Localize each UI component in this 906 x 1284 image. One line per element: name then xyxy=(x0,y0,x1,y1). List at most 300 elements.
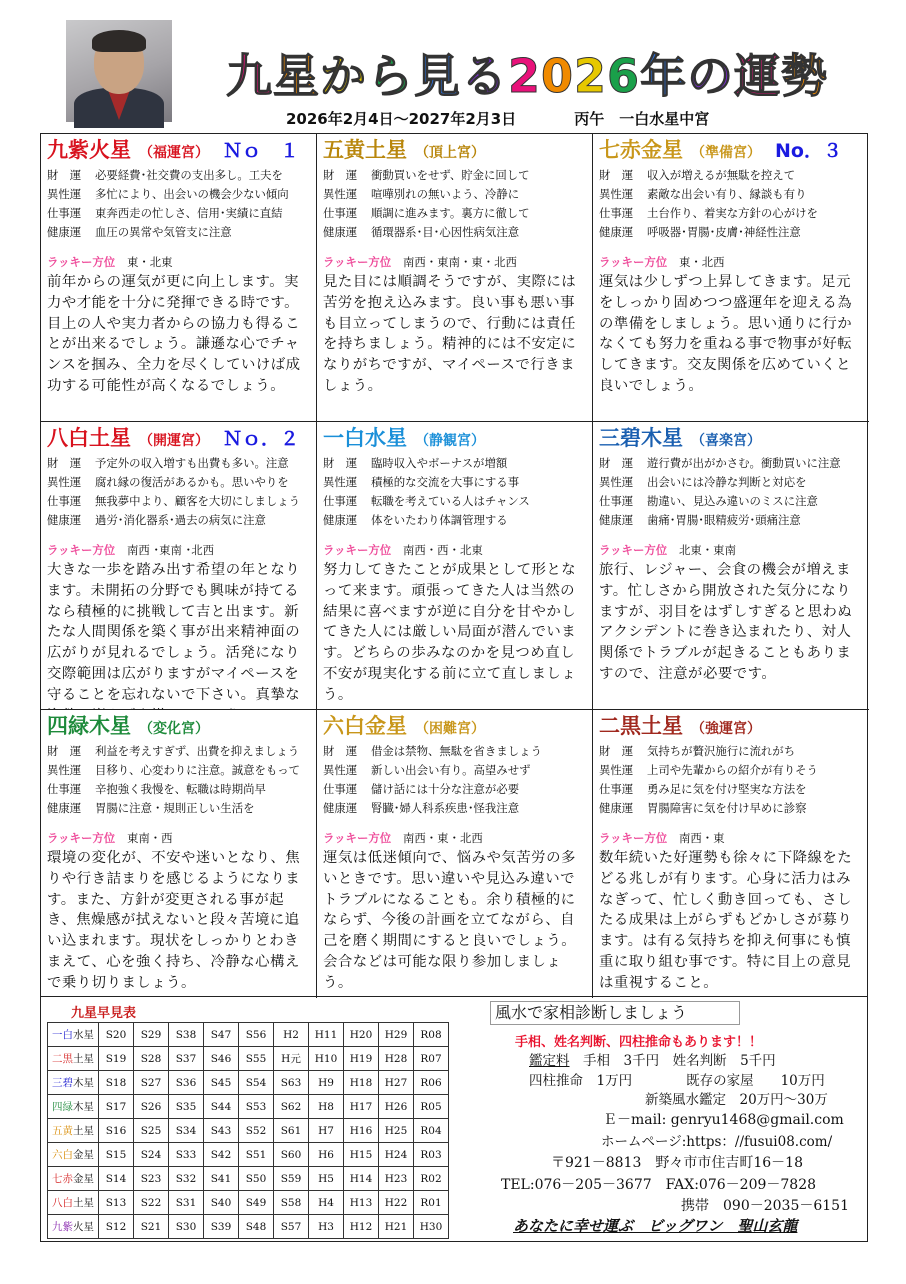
fortune-value: 循環器系･目･心因性病気注意 xyxy=(371,225,520,239)
hayami-cell: H18 xyxy=(344,1071,379,1095)
hayami-cell: H22 xyxy=(379,1191,414,1215)
fortune-label: 財 運 xyxy=(323,744,358,758)
star-cell xyxy=(593,422,869,710)
star-heading xyxy=(599,424,863,452)
hayami-cell: S22 xyxy=(134,1191,169,1215)
fortune-label: 健康運 xyxy=(323,513,358,527)
lucky-value: 南西・東・北西 xyxy=(403,831,483,845)
fortune-label: 異性運 xyxy=(47,187,82,201)
fortune-value: 衝動買いをせず、貯金に回して xyxy=(371,168,530,182)
star-palace: （静観宮） xyxy=(415,433,485,449)
lucky-value: 南西 ･東南 ･北西 xyxy=(127,543,214,557)
star-name: 九紫火星 xyxy=(47,138,131,162)
hayami-cell: H5 xyxy=(309,1167,344,1191)
fortune-romance xyxy=(323,473,586,492)
star-cell xyxy=(41,422,317,710)
hayami-cell: S19 xyxy=(99,1047,134,1071)
fortune-label: 仕事運 xyxy=(599,494,634,508)
hayami-cell: S61 xyxy=(274,1119,309,1143)
hayami-cell: H4 xyxy=(309,1191,344,1215)
hayami-cell: R07 xyxy=(414,1047,449,1071)
fortune-value: 多忙により、出会いの機会少ない傾向 xyxy=(95,187,289,201)
hayami-cell: H8 xyxy=(309,1095,344,1119)
hayami-row xyxy=(48,1047,449,1071)
fortune-value: 遊行費が出がかさむ。衝動買いに注意 xyxy=(647,456,841,470)
hayami-cell: S12 xyxy=(99,1215,134,1239)
fortune-label: 健康運 xyxy=(599,801,634,815)
lucky-value: 東・北西 xyxy=(679,255,725,269)
lower-section xyxy=(40,997,868,1242)
fortune-value: 素敵な出会い有り、縁談も有り xyxy=(647,187,807,201)
fortune-label: 仕事運 xyxy=(47,782,82,796)
star-cell xyxy=(41,134,317,422)
lucky-label: ラッキー方位 xyxy=(599,543,668,557)
hayami-cell: S59 xyxy=(274,1167,309,1191)
hayami-cell: S33 xyxy=(169,1143,204,1167)
homepage[interactable]: ホームページ:https：//fusui08.com/ xyxy=(601,1134,833,1150)
page-header xyxy=(0,0,906,135)
star-heading xyxy=(323,424,586,452)
star-cell xyxy=(593,134,869,422)
hayami-cell: S34 xyxy=(169,1119,204,1143)
hayami-row xyxy=(48,1167,449,1191)
fortune-value: 儲け話には十分な注意が必要 xyxy=(371,782,520,796)
hayami-cell: S15 xyxy=(99,1143,134,1167)
hayami-cell: S45 xyxy=(204,1071,239,1095)
star-cell xyxy=(41,710,317,998)
hayami-cell: H3 xyxy=(309,1215,344,1239)
hayami-cell: S40 xyxy=(204,1191,239,1215)
hayami-cell: S63 xyxy=(274,1071,309,1095)
lucky-direction xyxy=(323,828,586,848)
hayami-cell: H27 xyxy=(379,1071,414,1095)
hayami-cell: S50 xyxy=(239,1167,274,1191)
hayami-cell: R06 xyxy=(414,1071,449,1095)
hayami-cell: H14 xyxy=(344,1167,379,1191)
fortune-wealth xyxy=(599,454,863,473)
fortune-value: 歯痛･胃腸･眼精疲労･頭痛注意 xyxy=(647,513,801,527)
star-palace: （開運宮） xyxy=(139,433,209,449)
fortune-grid xyxy=(40,133,868,997)
fortune-label: 仕事運 xyxy=(323,782,358,796)
hayami-cell: S57 xyxy=(274,1215,309,1239)
fortune-value: 上司や先輩からの紹介が有りそう xyxy=(647,763,818,777)
fortune-wealth xyxy=(323,454,586,473)
lucky-value: 南西・東南・東・北西 xyxy=(403,255,517,269)
fortune-value: 無我夢中より、顧客を大切にしましょう xyxy=(95,494,301,508)
hayami-cell: S29 xyxy=(134,1023,169,1047)
hayami-cell: H2 xyxy=(274,1023,309,1047)
star-name: 三碧木星 xyxy=(599,426,683,450)
fortune-label: 健康運 xyxy=(47,225,82,239)
hayami-cell: S46 xyxy=(204,1047,239,1071)
lucky-direction xyxy=(47,252,310,272)
page-title: 九星から見る2026年の運勢 xyxy=(226,49,829,103)
fortune-value: 出会いには冷静な判断と対応を xyxy=(647,475,807,489)
fortune-value: 収入が増えるが無駄を控えて xyxy=(647,168,796,182)
hayami-cell: S41 xyxy=(204,1167,239,1191)
period-line xyxy=(286,108,709,129)
fortune-work xyxy=(323,780,586,799)
fortune-label: 仕事運 xyxy=(323,206,358,220)
hayami-row xyxy=(48,1119,449,1143)
star-heading xyxy=(599,712,863,740)
hayami-cell: S51 xyxy=(239,1143,274,1167)
hayami-star: 三碧木星 xyxy=(48,1071,99,1095)
star-palace: （準備宮） xyxy=(691,145,761,161)
fortune-label: 仕事運 xyxy=(47,206,82,220)
hayami-row xyxy=(48,1143,449,1167)
fortune-health xyxy=(47,799,310,818)
star-name: 五黄土星 xyxy=(323,138,407,162)
hayami-cell: S31 xyxy=(169,1191,204,1215)
fortune-wealth xyxy=(323,166,586,185)
fortune-label: 健康運 xyxy=(323,225,358,239)
hayami-row xyxy=(48,1191,449,1215)
fortune-text: 見た目には順調そうですが、実際には苦労を抱え込みます。良い事も悪い事も目立ってしまうので、行動には責任を持ちましょう。精神的には不安定になりがちですが、マイペースで行きましょう。 xyxy=(323,274,577,394)
hayami-cell: S18 xyxy=(99,1071,134,1095)
hayami-cell: S28 xyxy=(134,1047,169,1071)
star-name: 二黒土星 xyxy=(599,714,683,738)
fortune-wealth xyxy=(599,742,863,761)
fortune-wealth xyxy=(323,742,586,761)
fortune-label: 異性運 xyxy=(599,763,634,777)
fortune-label: 財 運 xyxy=(47,456,82,470)
star-cell xyxy=(317,134,593,422)
signature: あなたに幸せ運ぶ ビッグワン 聖山玄龍 xyxy=(513,1217,798,1235)
hayami-cell: H24 xyxy=(379,1143,414,1167)
hayami-cell: R05 xyxy=(414,1095,449,1119)
hayami-cell: S21 xyxy=(134,1215,169,1239)
lucky-label: ラッキー方位 xyxy=(47,543,116,557)
hayami-cell: S58 xyxy=(274,1191,309,1215)
fortune-text: 運気は少しずつ上昇してきます。足元をしっかり固めつつ盛運年を迎える為の準備をしましょう。思い通りに行かなくても努力を重ねる事で物事が好転してきます。交友関係を広めていくと良いでしょう。 xyxy=(599,274,853,394)
star-name: 六白金星 xyxy=(323,714,407,738)
hayami-row xyxy=(48,1023,449,1047)
hayami-cell: H30 xyxy=(414,1215,449,1239)
lucky-label: ラッキー方位 xyxy=(323,543,392,557)
hayami-cell: H10 xyxy=(309,1047,344,1071)
fortune-value: 気持ちが贅沢施行に流れがち xyxy=(647,744,796,758)
hayami-cell: S53 xyxy=(239,1095,274,1119)
fortune-value: 東奔西走の忙しさ、信用･実績に直結 xyxy=(95,206,283,220)
fortune-value: 借金は禁物、無駄を省きましょう xyxy=(371,744,542,758)
hayami-cell: S38 xyxy=(169,1023,204,1047)
fortune-romance xyxy=(599,473,863,492)
fee-line-1: 鑑定料 手相 3千円 姓名判断 5千円 xyxy=(529,1053,776,1069)
fortune-work xyxy=(323,492,586,511)
fortune-label: 財 運 xyxy=(323,456,358,470)
author-photo xyxy=(66,20,172,122)
hayami-cell: S26 xyxy=(134,1095,169,1119)
fortune-label: 健康運 xyxy=(47,801,82,815)
hayami-star: 六白金星 xyxy=(48,1143,99,1167)
star-heading xyxy=(323,712,586,740)
fortune-label: 仕事運 xyxy=(599,206,634,220)
hayami-cell: S32 xyxy=(169,1167,204,1191)
fortune-romance xyxy=(599,761,863,780)
hayami-cell: H28 xyxy=(379,1047,414,1071)
hayami-cell: S55 xyxy=(239,1047,274,1071)
fortune-value: 目移り、心変わりに注意。誠意をもって xyxy=(95,763,301,777)
hayami-cell: S39 xyxy=(204,1215,239,1239)
hayami-cell: H12 xyxy=(344,1215,379,1239)
hayami-cell: S16 xyxy=(99,1119,134,1143)
star-cell xyxy=(317,422,593,710)
fortune-value: 辛抱強く我慢を、転職は時期尚早 xyxy=(95,782,266,796)
lucky-value: 南西・西・北東 xyxy=(403,543,483,557)
year-info: 丙午 一白水星中宮 xyxy=(574,110,710,128)
star-heading xyxy=(599,136,863,164)
star-palace: （変化宮） xyxy=(139,721,209,737)
fortune-health xyxy=(599,511,863,530)
fortune-wealth xyxy=(47,742,310,761)
lucky-value: 南西・東 xyxy=(679,831,725,845)
hayami-cell: S47 xyxy=(204,1023,239,1047)
fortune-label: 財 運 xyxy=(47,168,82,182)
hayami-cell: S48 xyxy=(239,1215,274,1239)
services-note: 手相、姓名判断、四柱推命もあります！！ xyxy=(515,1035,763,1050)
fortune-value: 予定外の収入増すも出費も多い。注意 xyxy=(95,456,289,470)
lucky-direction xyxy=(599,828,863,848)
fortune-text: 運気は低迷傾向で、悩みや気苦労の多いときです。思い違いや見込み違いでトラブルになることも。余り積極的にならず、今後の計画を立てながら、自己を磨く期間にすると良いでしょう。会合などは可能な限り参加しましょう。 xyxy=(323,850,577,991)
hayami-row xyxy=(48,1215,449,1239)
fortune-work xyxy=(47,492,310,511)
star-rank: Ｎｏ １ xyxy=(223,140,300,162)
hayami-cell: H15 xyxy=(344,1143,379,1167)
lucky-label: ラッキー方位 xyxy=(47,255,116,269)
hayami-cell: S44 xyxy=(204,1095,239,1119)
fortune-value: 新しい出会い有り。高望みせず xyxy=(371,763,531,777)
hayami-cell: H13 xyxy=(344,1191,379,1215)
hayami-cell: H9 xyxy=(309,1071,344,1095)
fortune-label: 健康運 xyxy=(323,801,358,815)
lucky-label: ラッキー方位 xyxy=(599,255,668,269)
star-name: 八白土星 xyxy=(47,426,131,450)
fee-label: 鑑定料 xyxy=(529,1053,570,1069)
star-cell xyxy=(317,710,593,998)
fortune-romance xyxy=(47,761,310,780)
star-rank: No．３ xyxy=(775,140,842,162)
lucky-direction xyxy=(599,252,863,272)
hayami-cell: S62 xyxy=(274,1095,309,1119)
fortune-label: 異性運 xyxy=(599,475,634,489)
star-heading xyxy=(323,136,586,164)
hayami-cell: H25 xyxy=(379,1119,414,1143)
hayami-cell: H23 xyxy=(379,1167,414,1191)
star-palace: （強運宮） xyxy=(691,721,761,737)
hayami-cell: H元 xyxy=(274,1047,309,1071)
star-heading xyxy=(47,136,310,164)
lucky-label: ラッキー方位 xyxy=(323,255,392,269)
fortune-text: 大きな一歩を踏み出す希望の年となります。未開拓の分野でも興味が持てるなら積極的に挑戦して吉と出ます。新たな人間関係を築く事が出来精神面の広がりが見れるでしょう。活発になり交際範囲は広がりますがマイペースを守ることを忘れないで下さい。真摯な xyxy=(47,562,301,703)
fortune-value: 積極的な交流を大事にする事 xyxy=(371,475,520,489)
hayami-star: 七赤金星 xyxy=(48,1167,99,1191)
star-palace: （困難宮） xyxy=(415,721,485,737)
hayami-cell: S60 xyxy=(274,1143,309,1167)
hayami-cell: H6 xyxy=(309,1143,344,1167)
hayami-cell: S54 xyxy=(239,1071,274,1095)
star-rank: Ｎｏ．２ xyxy=(223,428,300,450)
hayami-row xyxy=(48,1071,449,1095)
fortune-value: 体をいたわり体調管理する xyxy=(371,513,508,527)
fortune-value: 順調に進みます。裏方に徹して xyxy=(371,206,530,220)
fortune-value: 喧嘩別れの無いよう、冷静に xyxy=(371,187,520,201)
fortune-label: 財 運 xyxy=(599,456,634,470)
fortune-wealth xyxy=(599,166,863,185)
fortune-text: 数年続いた好運勢も徐々に下降線をたどる兆しが有ります。心身に活力はみなぎって、忙しく動き回っても、さしたる成果は上がらずもどかしさが募ります。は有る気持ちを抑え何事にも慎重に取り組む事です。特に目上の意見は重視すること。 xyxy=(599,850,853,991)
fortune-value: 胃腸に注意・規則正しい生活を xyxy=(95,801,255,815)
fortune-wealth xyxy=(47,166,310,185)
star-palace: （頂上宮） xyxy=(415,145,485,161)
fortune-health xyxy=(47,511,310,530)
fortune-label: 財 運 xyxy=(323,168,358,182)
fortune-label: 仕事運 xyxy=(323,494,358,508)
fortune-health xyxy=(323,223,586,242)
lucky-direction xyxy=(47,828,310,848)
fortune-health xyxy=(323,799,586,818)
hayami-cell: S23 xyxy=(134,1167,169,1191)
fortune-label: 異性運 xyxy=(323,763,358,777)
lucky-value: 東・北東 xyxy=(127,255,173,269)
fortune-value: 過労･消化器系･過去の病気に注意 xyxy=(95,513,266,527)
fortune-label: 健康運 xyxy=(599,513,634,527)
hayami-cell: H21 xyxy=(379,1215,414,1239)
fortune-romance xyxy=(323,185,586,204)
hayami-star: 九紫火星 xyxy=(48,1215,99,1239)
fortune-value: 血圧の異常や気管支に注意 xyxy=(95,225,232,239)
hayami-cell: H29 xyxy=(379,1023,414,1047)
fortune-label: 仕事運 xyxy=(47,494,82,508)
lucky-direction xyxy=(47,540,310,560)
fortune-romance xyxy=(47,185,310,204)
hayami-cell: S27 xyxy=(134,1071,169,1095)
hayami-cell: S35 xyxy=(169,1095,204,1119)
address: 〒921－8813 野々市市住吉町16－18 xyxy=(551,1155,803,1171)
hayami-cell: H7 xyxy=(309,1119,344,1143)
hayami-title: 九星早見表 xyxy=(71,1006,137,1021)
star-palace: （喜楽宮） xyxy=(691,433,761,449)
fortune-work xyxy=(323,204,586,223)
hayami-cell: S25 xyxy=(134,1119,169,1143)
star-cell xyxy=(593,710,869,998)
fortune-text: 努力してきたことが成果として形となって来ます。頑張ってきた人は当然の結果に喜べますが逆に自分を甘やかしてきた人には厳しい局面が潜んでいます。どちらの歩みなのかを見つめ直し不安が現実化する前に立て直しましょう。 xyxy=(323,562,577,703)
hayami-cell: S13 xyxy=(99,1191,134,1215)
fortune-romance xyxy=(47,473,310,492)
fortune-health xyxy=(47,223,310,242)
star-heading xyxy=(47,712,310,740)
hayami-cell: R03 xyxy=(414,1143,449,1167)
fortune-label: 健康運 xyxy=(47,513,82,527)
fortune-label: 異性運 xyxy=(47,475,82,489)
lucky-direction xyxy=(323,252,586,272)
period: 2026年2月4日～2027年2月3日 xyxy=(286,110,517,128)
fortune-label: 仕事運 xyxy=(599,782,634,796)
fortune-romance xyxy=(599,185,863,204)
fortune-label: 異性運 xyxy=(47,763,82,777)
hayami-cell: S37 xyxy=(169,1047,204,1071)
fortune-label: 財 運 xyxy=(47,744,82,758)
star-heading xyxy=(47,424,310,452)
fortune-wealth xyxy=(47,454,310,473)
hayami-star: 八白土星 xyxy=(48,1191,99,1215)
fortune-value: 勇み足に気を付け堅実な方法を xyxy=(647,782,807,796)
fortune-health xyxy=(599,223,863,242)
fortune-work xyxy=(599,492,863,511)
fortune-value: 利益を考えすぎず、出費を抑えましょう xyxy=(95,744,300,758)
hayami-cell: R01 xyxy=(414,1191,449,1215)
fortune-work xyxy=(47,780,310,799)
hayami-cell: R02 xyxy=(414,1167,449,1191)
fortune-work xyxy=(47,204,310,223)
fortune-label: 財 運 xyxy=(599,168,634,182)
hayami-cell: H19 xyxy=(344,1047,379,1071)
fee-line-2: 四柱推命 1万円 既存の家屋 10万円 xyxy=(529,1073,825,1089)
lucky-label: ラッキー方位 xyxy=(599,831,668,845)
hayami-star: 五黄土星 xyxy=(48,1119,99,1143)
hayami-cell: H17 xyxy=(344,1095,379,1119)
star-name: 四緑木星 xyxy=(47,714,131,738)
hayami-row xyxy=(48,1095,449,1119)
hayami-cell: S36 xyxy=(169,1071,204,1095)
hayami-cell: S17 xyxy=(99,1095,134,1119)
star-palace: （福運宮） xyxy=(139,145,209,161)
fortune-label: 異性運 xyxy=(323,475,358,489)
hayami-cell: R08 xyxy=(414,1023,449,1047)
fortune-health xyxy=(323,511,586,530)
hayami-cell: S56 xyxy=(239,1023,274,1047)
hayami-cell: S14 xyxy=(99,1167,134,1191)
fortune-value: 勘違い、見込み違いのミスに注意 xyxy=(647,494,818,508)
star-name: 一白水星 xyxy=(323,426,407,450)
email[interactable]: Ｅ－mail: genryu1468@gmail.com xyxy=(603,1112,844,1128)
hayami-cell: R04 xyxy=(414,1119,449,1143)
mobile: 携帯 090－2035－6151 xyxy=(681,1198,849,1214)
fortune-value: 呼吸器･胃腸･皮膚･神経性注意 xyxy=(647,225,801,239)
fortune-value: 必要経費･社交費の支出多し。工夫を xyxy=(95,168,283,182)
lucky-value: 東南・西 xyxy=(127,831,173,845)
fortune-label: 財 運 xyxy=(599,744,634,758)
tel-fax: TEL:076－205－3677 FAX:076－209－7828 xyxy=(501,1177,817,1193)
hayami-star: 一白水星 xyxy=(48,1023,99,1047)
lucky-label: ラッキー方位 xyxy=(323,831,392,845)
fortune-value: 転職を考えている人はチャンス xyxy=(371,494,530,508)
hayami-cell: H16 xyxy=(344,1119,379,1143)
fortune-work xyxy=(599,780,863,799)
fortune-romance xyxy=(323,761,586,780)
fortune-value: 土台作り、着実な方針の心がけを xyxy=(647,206,818,220)
hayami-cell: H11 xyxy=(309,1023,344,1047)
hayami-cell: S42 xyxy=(204,1143,239,1167)
hayami-cell: H20 xyxy=(344,1023,379,1047)
hayami-table xyxy=(47,1022,449,1239)
fortune-value: 腎臓･婦人科系疾患･怪我注意 xyxy=(371,801,520,815)
hayami-cell: S30 xyxy=(169,1215,204,1239)
fortune-value: 臨時収入やボーナスが増額 xyxy=(371,456,508,470)
hayami-star: 四緑木星 xyxy=(48,1095,99,1119)
fortune-value: 腐れ縁の復活があるかも。思いやりを xyxy=(95,475,289,489)
fortune-work xyxy=(599,204,863,223)
star-name: 七赤金星 xyxy=(599,138,683,162)
diagnosis-banner: 風水で家相診断しましょう xyxy=(490,1001,740,1025)
lucky-direction xyxy=(323,540,586,560)
lucky-direction xyxy=(599,540,863,560)
lucky-value: 北東・東南 xyxy=(679,543,736,557)
fee-line-3: 新築風水鑑定 20万円～30万 xyxy=(645,1092,828,1108)
fortune-text: 旅行、レジャー、会食の機会が増えます。忙しさから開放された気分になりますが、羽目をはずしすぎると思わぬアクシデントに巻き込まれたり、対人関係でトラブルが起きることもありますので、注意が必要です。 xyxy=(599,562,853,682)
fortune-value: 胃腸障害に気を付け早めに診察 xyxy=(647,801,807,815)
fortune-health xyxy=(599,799,863,818)
